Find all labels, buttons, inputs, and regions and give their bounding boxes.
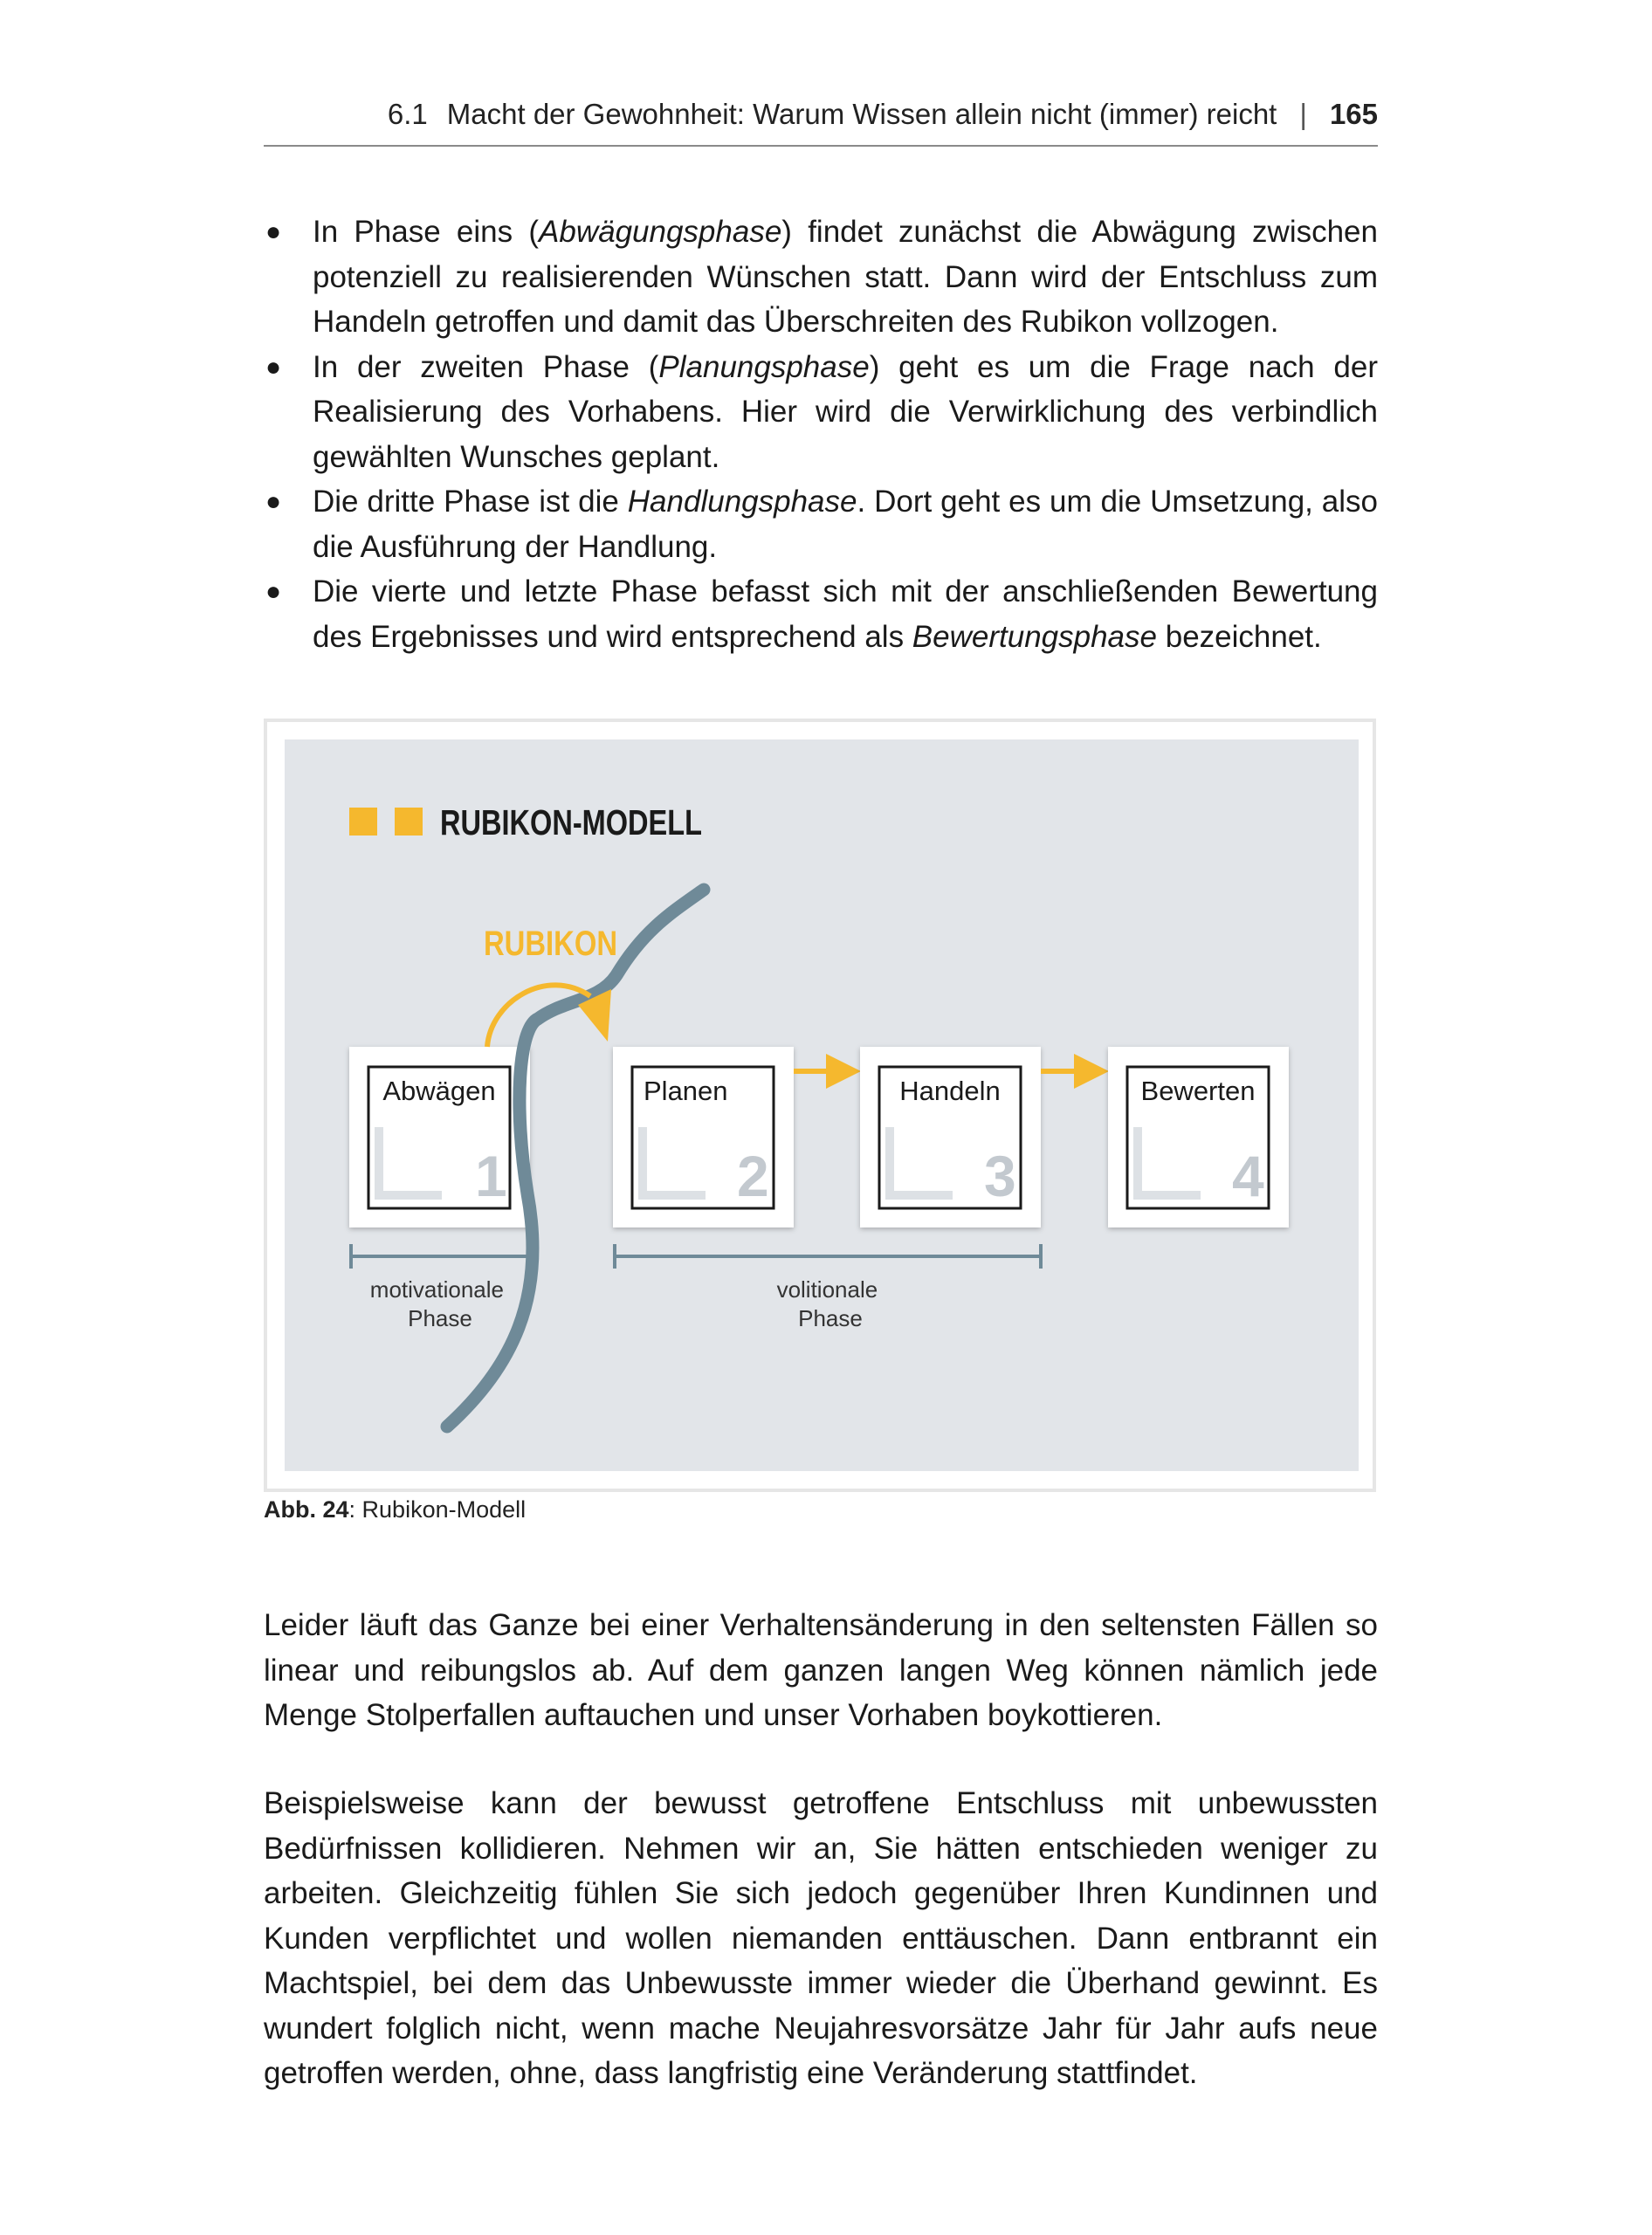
bullet-text: ) geht es um die Frage nach der Realisierung des Vorhabens. Hier wird die Verwirklichung des verbindlich gewählten Wunsches geplant.: [313, 349, 1378, 474]
rubikon-figure: [264, 719, 1376, 1492]
step-box-2: [613, 1047, 794, 1228]
bullet-text: . Dort geht es um die Umsetzung, also die Ausführung der Handlung.: [313, 485, 1378, 564]
step-box-1: [349, 1047, 530, 1228]
bullet-text: In Phase eins (: [313, 215, 540, 249]
bullet-text: bezeichnet.: [1157, 619, 1322, 654]
bullet-icon: ●: [265, 487, 282, 516]
step-number: 3: [984, 1144, 1016, 1208]
running-header: [264, 94, 1378, 147]
figure-panel: [285, 739, 1359, 1471]
bullet-text: Die dritte Phase ist die: [313, 485, 628, 519]
bullet-text: Die vierte und letzte Phase befasst sich mit der anschließenden Bewertung des Ergebnisses und wird entsprechend als: [313, 574, 1378, 654]
step-box-3: [860, 1047, 1041, 1228]
rubikon-diagram: [285, 739, 1359, 1471]
body-paragraph-2: Beispielsweise kann der bewusst getroffene Entschluss mit unbewussten Bedürfnissen kollidieren. Nehmen wir an, Sie hätten entschieden weniger zu arbeiten. Gleichzeitig fühlen Sie sich jedoch gegenüber Ihren Kundinnen und Kunden verpflichtet und wollen niemanden enttäuschen. Dann entbrannt ein Machtspiel, bei dem das Unbewusste immer wieder die Überhand gewinnt. Es wundert folglich nicht, wenn mache Neujahresvorsätze Jahr für Jahr aufs neue getroffen werden, ohne, dass langfristig eine Veränderung stattfindet.: [264, 1786, 1378, 2090]
section-number: 6.1: [387, 98, 428, 130]
step-number: 2: [737, 1144, 769, 1208]
page-number: 165: [1329, 98, 1378, 130]
step-box-4: [1108, 1047, 1289, 1228]
figure-title: RUBIKON-MODELL: [440, 802, 702, 842]
phase-term: Abwägungsphase: [539, 215, 782, 249]
arrowhead-icon: [826, 1054, 861, 1089]
volitional-phase-label: volitionale Phase: [776, 1276, 878, 1331]
arrowhead-icon: [1074, 1054, 1109, 1089]
rubikon-label: RUBIKON: [484, 925, 617, 963]
bullet-icon: ●: [265, 577, 282, 606]
phase-term: Planungsphase: [658, 349, 870, 384]
step-label: Planen: [644, 1076, 728, 1106]
phase-term: Handlungsphase: [627, 485, 857, 519]
title-square-icon: [349, 808, 377, 836]
header-separator: |: [1299, 98, 1307, 130]
phase-term: Bewertungsphase: [912, 619, 1157, 654]
chapter-title: Macht der Gewohnheit: Warum Wissen allein nicht (immer) reicht: [446, 98, 1277, 130]
step-label: Handeln: [899, 1076, 1001, 1106]
step-label: Bewerten: [1140, 1076, 1256, 1106]
step-label: Abwägen: [382, 1076, 496, 1106]
title-square-icon: [395, 808, 423, 836]
bullet-text: ) findet zunächst die Abwägung zwischen potenziell zu realisierenden Wünschen statt. Dann wird der Entschluss zum Handeln getroffen und damit das Überschreiten des Rubikon vollzogen.: [313, 215, 1378, 339]
bullet-item-4: [264, 569, 1378, 659]
step-number: 1: [475, 1144, 507, 1208]
bullet-text: In der zweiten Phase (: [313, 349, 659, 384]
bullet-item-2: [264, 345, 1378, 480]
bullet-item-1: [264, 210, 1378, 345]
volitional-phase-bracket: [615, 1244, 1041, 1269]
bullet-icon: ●: [265, 217, 282, 246]
body-paragraph-1: Leider läuft das Ganze bei einer Verhaltensänderung in den seltensten Fällen so linear und reibungslos ab. Auf dem ganzen langen Weg können nämlich jede Menge Stolperfallen auftauchen und unser Vorhaben boykottieren.: [264, 1608, 1378, 1732]
figure-caption: [264, 1496, 526, 1523]
phase-bullet-list: [264, 210, 1378, 659]
bullet-icon: ●: [265, 352, 282, 382]
bullet-item-3: [264, 479, 1378, 569]
caption-label: Abb. 24: [264, 1496, 349, 1523]
motivational-phase-bracket: [351, 1244, 531, 1269]
step-number: 4: [1232, 1144, 1264, 1208]
caption-text: : Rubikon-Modell: [348, 1496, 527, 1523]
motivational-phase-label: motivationale Phase: [369, 1276, 504, 1331]
